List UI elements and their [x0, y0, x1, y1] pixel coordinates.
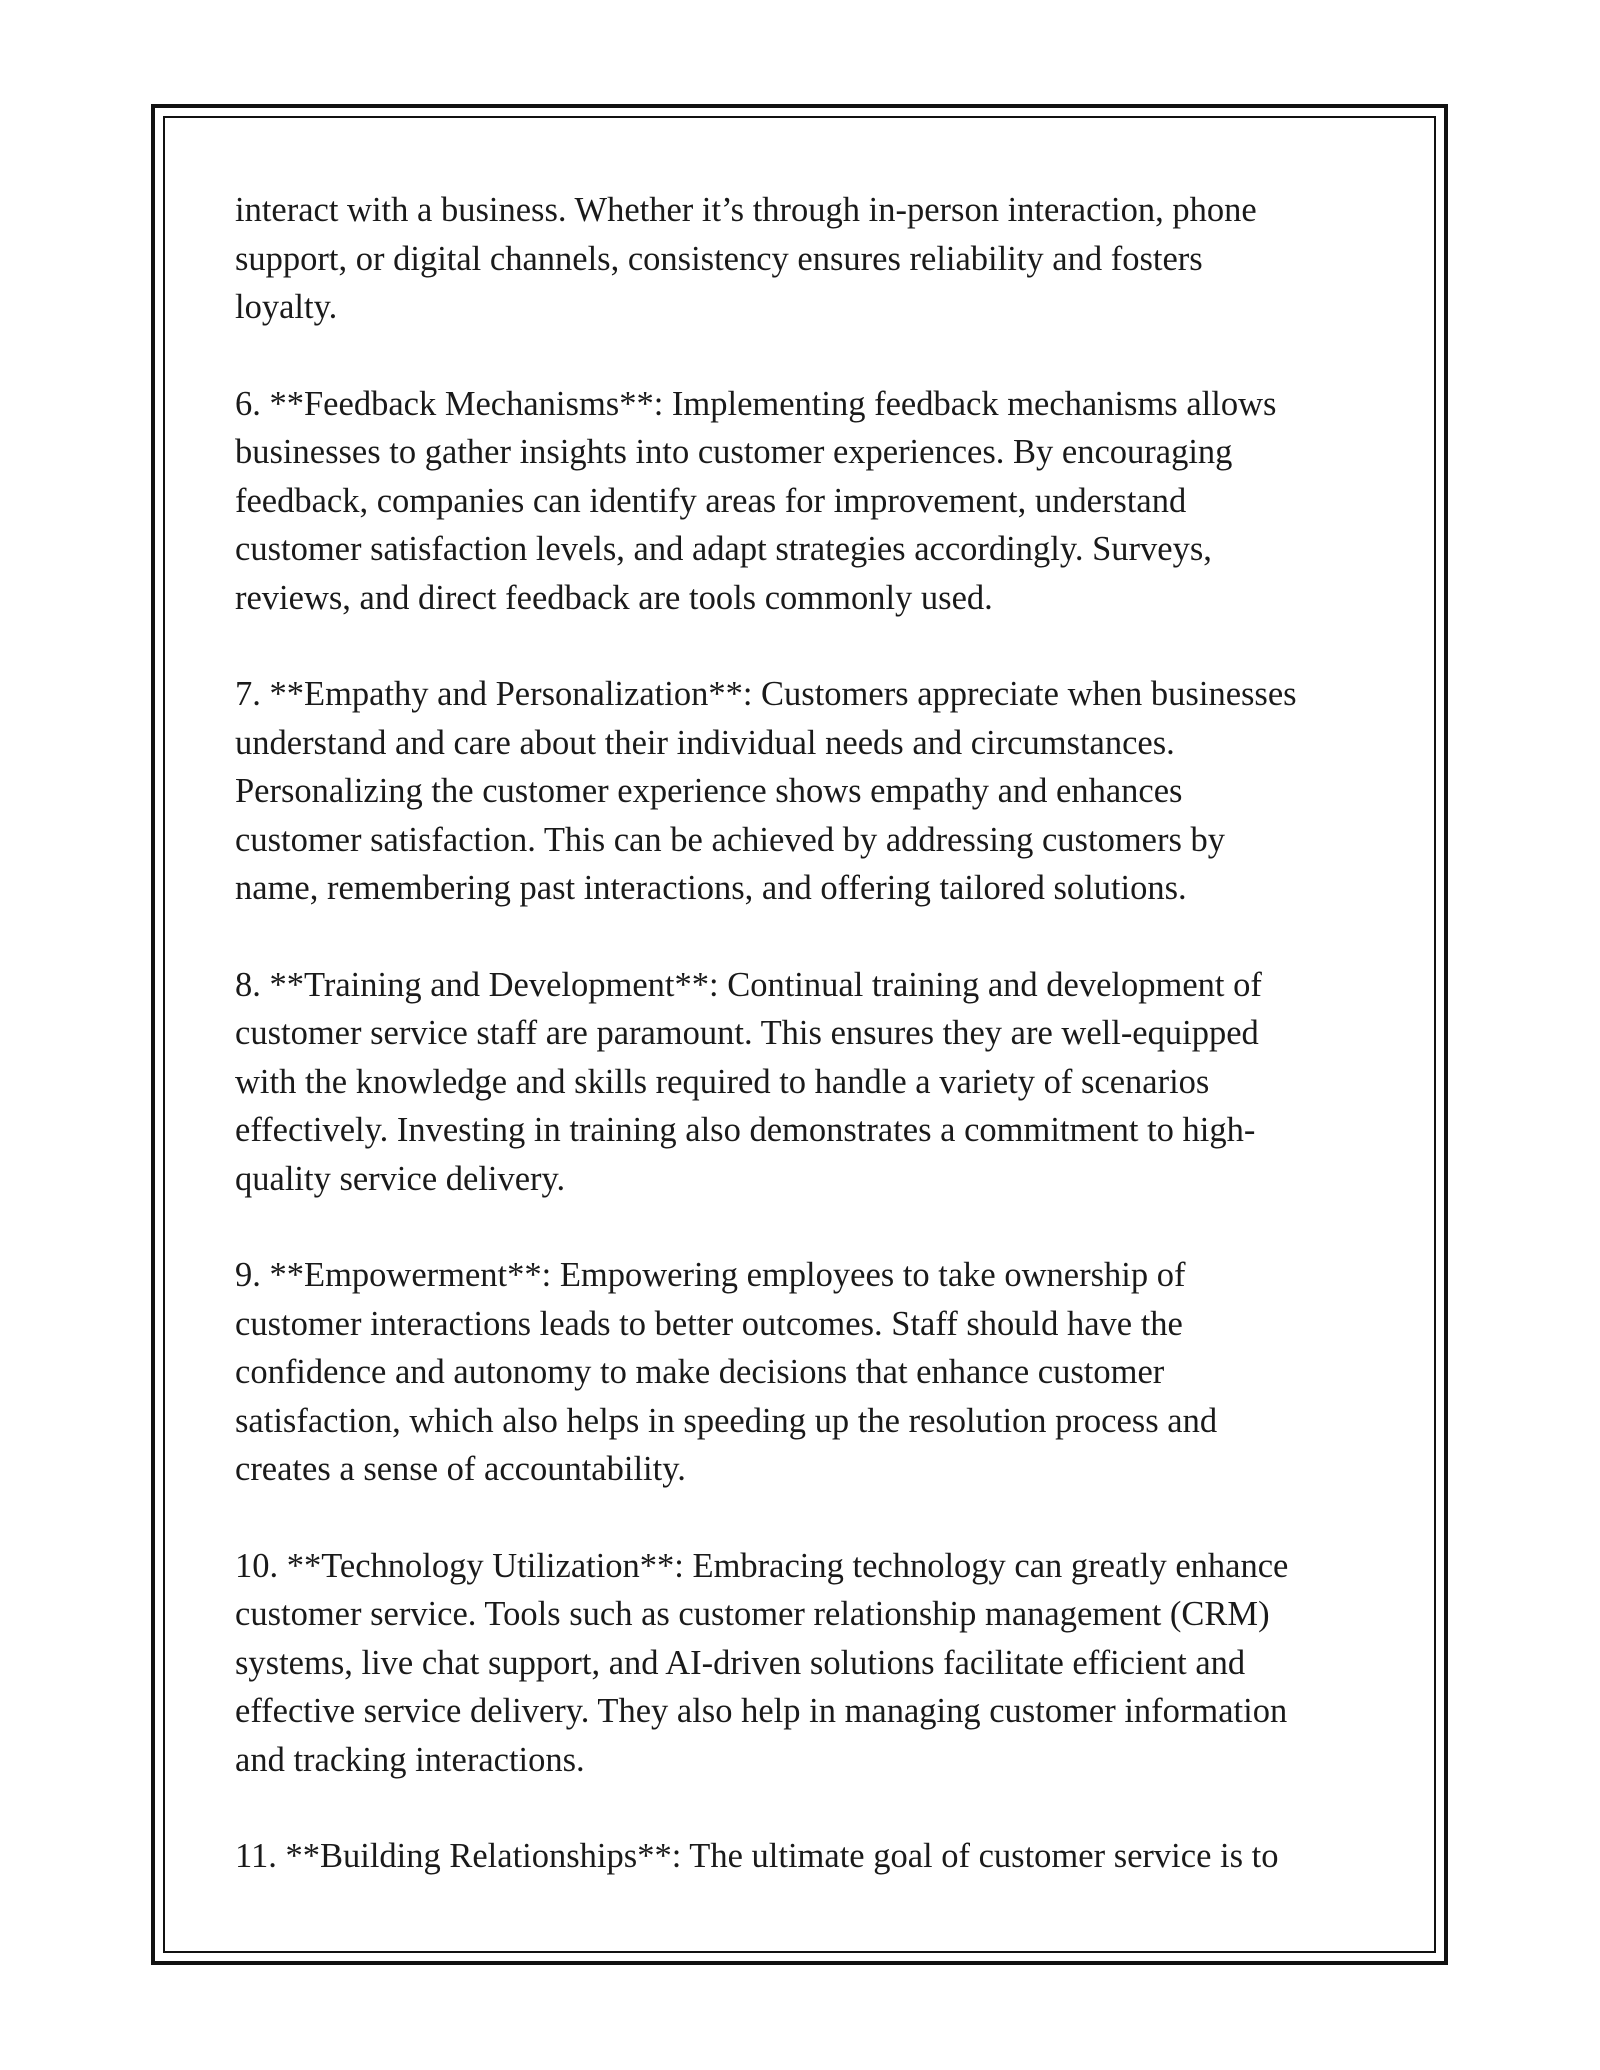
text-line: Personalizing the customer experience shows empathy and enhances [235, 772, 1183, 810]
paragraph-building-relationships [235, 1832, 1375, 1881]
text-line: and tracking interactions. [235, 1740, 585, 1779]
text-line: feedback, companies can identify areas for improvement, understand [235, 481, 1187, 520]
paragraph-training-development [235, 961, 1375, 1204]
text-line: customer service staff are paramount. This ensures they are well-equipped [235, 1014, 1259, 1052]
text-line: effectively. Investing in training also demonstrates a commitment to high- [235, 1111, 1256, 1149]
document-body [235, 186, 1375, 1929]
paragraph-consistency-continued [235, 186, 1375, 332]
text-line: 9. **Empowerment**: Empowering employees to take ownership of [235, 1256, 1186, 1294]
text-line: 11. **Building Relationships**: The ultimate goal of customer service is to [235, 1837, 1279, 1875]
text-line: support, or digital channels, consistency ensures reliability and fosters [235, 239, 1203, 278]
text-line: 6. **Feedback Mechanisms**: Implementing feedback mechanisms allows [235, 384, 1277, 423]
text-line: with the knowledge and skills required to handle a variety of scenarios [235, 1062, 1210, 1101]
text-line: customer satisfaction levels, and adapt strategies accordingly. Surveys, [235, 530, 1212, 568]
text-line: 7. **Empathy and Personalization**: Customers appreciate when businesses [235, 675, 1297, 713]
text-line: satisfaction, which also helps in speeding up the resolution process and [235, 1401, 1218, 1440]
text-line: creates a sense of accountability. [235, 1450, 686, 1488]
text-line: name, remembering past interactions, and offering tailored solutions. [235, 869, 1187, 907]
text-line: 8. **Training and Development**: Continual training and development of [235, 965, 1262, 1004]
text-line: confidence and autonomy to make decisions that enhance customer [235, 1353, 1165, 1391]
text-line: understand and care about their individual needs and circumstances. [235, 723, 1175, 762]
text-line: customer service. Tools such as customer relationship management (CRM) [235, 1595, 1270, 1633]
text-line: systems, live chat support, and AI-driven solutions facilitate efficient and [235, 1643, 1246, 1682]
text-line: effective service delivery. They also help in managing customer information [235, 1692, 1288, 1730]
text-line: customer satisfaction. This can be achieved by addressing customers by [235, 820, 1226, 859]
text-line: interact with a business. Whether it’s through in-person interaction, phone [235, 191, 1257, 229]
paragraph-technology-utilization [235, 1542, 1375, 1785]
paragraph-empathy-personalization [235, 670, 1375, 913]
text-line: reviews, and direct feedback are tools commonly used. [235, 578, 993, 617]
paragraph-feedback-mechanisms [235, 380, 1375, 623]
paragraph-empowerment [235, 1251, 1375, 1494]
text-line: 10. **Technology Utilization**: Embracing technology can greatly enhance [235, 1546, 1289, 1585]
text-line: loyalty. [235, 288, 338, 326]
text-line: quality service delivery. [235, 1159, 566, 1198]
text-line: businesses to gather insights into customer experiences. By encouraging [235, 433, 1233, 471]
text-line: customer interactions leads to better outcomes. Staff should have the [235, 1304, 1183, 1343]
